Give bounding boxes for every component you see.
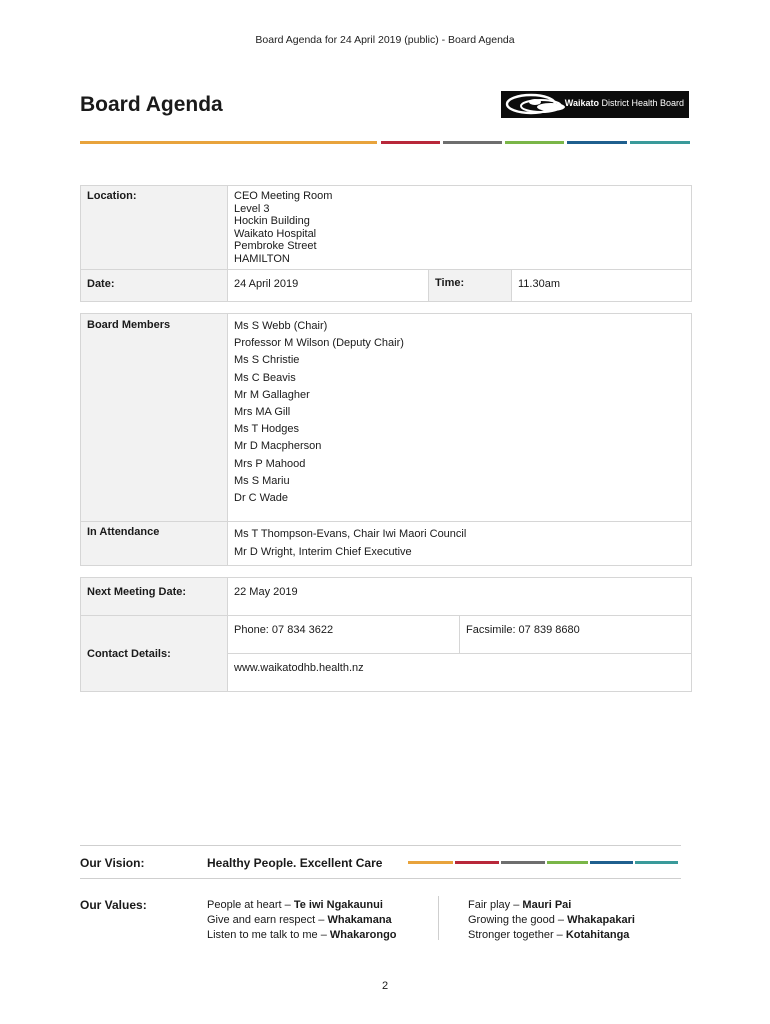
- page-number: 2: [381, 980, 389, 992]
- value-english: Fair play –: [468, 899, 523, 911]
- location-line: Level 3: [234, 202, 270, 215]
- values-label: Our Values:: [80, 898, 147, 912]
- stripe-blue: [567, 141, 627, 144]
- location-line: Waikato Hospital: [234, 227, 317, 240]
- member-name: Mrs MA Gill: [234, 406, 291, 419]
- member-name: Dr C Wade: [234, 492, 288, 505]
- location-row: [81, 186, 692, 270]
- values-left-column: [207, 898, 397, 943]
- footer-rule-top: [80, 845, 681, 846]
- location-label: Location:: [81, 186, 228, 270]
- footer-stripe-grey: [501, 861, 545, 864]
- time-value: 11.30am: [512, 270, 692, 302]
- value-maori: Te iwi Ngakaunui: [293, 899, 383, 911]
- location-line: Hockin Building: [234, 215, 310, 227]
- in-attendance-label: In Attendance: [81, 522, 228, 566]
- member-name: Ms T Hodges: [234, 423, 300, 436]
- footer-stripe-orange: [408, 861, 453, 864]
- member-name: Ms S Christie: [234, 354, 300, 367]
- logo-wordmark: [565, 98, 684, 108]
- contact-details-label: Contact Details:: [81, 616, 228, 692]
- value-item: [207, 898, 397, 913]
- phone-row: [81, 616, 692, 654]
- location-line: CEO Meeting Room: [234, 190, 333, 202]
- member-name: Ms S Mariu: [234, 474, 290, 487]
- value-maori: Kotahitanga: [565, 929, 630, 941]
- board-members-list: [228, 314, 692, 522]
- value-maori: Whakapakari: [567, 914, 635, 926]
- value-english: Listen to me talk to me –: [207, 929, 330, 941]
- location-value: [228, 186, 692, 270]
- next-meeting-date: 22 May 2019: [228, 578, 692, 616]
- values-divider: [438, 896, 439, 940]
- vision-text: Healthy People. Excellent Care: [207, 856, 383, 870]
- footer-stripe-blue: [590, 861, 633, 864]
- member-name: Ms C Beavis: [234, 371, 296, 384]
- values-right-column: [468, 898, 635, 943]
- date-value: 24 April 2019: [228, 270, 429, 302]
- board-members-table: [80, 313, 692, 566]
- member-name: Mr M Gallagher: [234, 388, 310, 401]
- stripe-green: [505, 141, 564, 144]
- value-item: [207, 913, 397, 928]
- value-item: [468, 898, 635, 913]
- fax-number: Facsimile: 07 839 8680: [460, 616, 692, 654]
- time-label: Time:: [429, 270, 512, 302]
- meeting-details-table: [80, 185, 692, 302]
- member-name: Mr D Macpherson: [234, 440, 322, 453]
- date-label: Date:: [81, 270, 228, 302]
- member-name: Mrs P Mahood: [234, 457, 306, 470]
- footer-stripe-red: [455, 861, 499, 864]
- stripe-orange: [80, 141, 377, 144]
- footer-stripe-green: [547, 861, 588, 864]
- value-english: People at heart –: [207, 899, 294, 911]
- website: www.waikatodhb.health.nz: [228, 654, 692, 692]
- date-row: [81, 270, 692, 302]
- page-title: Board Agenda: [80, 93, 223, 116]
- value-maori: Whakamana: [327, 914, 392, 926]
- member-name: Professor M Wilson (Deputy Chair): [234, 337, 404, 350]
- board-members-label: Board Members: [81, 314, 228, 522]
- next-meeting-label: Next Meeting Date:: [81, 578, 228, 616]
- logo-subtitle: District Health Board: [598, 98, 684, 108]
- value-item: [207, 928, 397, 943]
- running-header: Board Agenda for 24 April 2019 (public) - Board Agenda: [255, 34, 515, 46]
- location-line: Pembroke Street: [234, 240, 317, 252]
- attendee-name: Mr D Wright, Interim Chief Executive: [234, 545, 412, 558]
- member-name: Ms S Webb (Chair): [234, 320, 328, 332]
- value-item: [468, 913, 635, 928]
- footer-rule-bottom: [80, 878, 681, 879]
- stripe-red: [381, 141, 440, 144]
- attendance-row: [81, 522, 692, 566]
- footer-stripe-teal: [635, 861, 678, 864]
- stripe-teal: [630, 141, 690, 144]
- vision-label: Our Vision:: [80, 856, 145, 870]
- value-maori: Whakarongo: [329, 929, 397, 941]
- in-attendance-list: [228, 522, 692, 566]
- waikato-dhb-logo: [501, 91, 689, 118]
- value-item: [468, 928, 635, 943]
- value-english: Stronger together –: [468, 929, 566, 941]
- stripe-grey: [443, 141, 502, 144]
- contact-table: [80, 577, 692, 692]
- next-meeting-row: [81, 578, 692, 616]
- value-english: Give and earn respect –: [207, 914, 328, 926]
- members-row: [81, 314, 692, 522]
- location-line: HAMILTON: [234, 252, 290, 265]
- value-english: Growing the good –: [468, 914, 568, 926]
- logo-brand: Waikato: [564, 98, 599, 108]
- phone-number: Phone: 07 834 3622: [228, 616, 460, 654]
- attendee-name: Ms T Thompson-Evans, Chair Iwi Maori Council: [234, 528, 467, 540]
- value-maori: Mauri Pai: [522, 899, 572, 911]
